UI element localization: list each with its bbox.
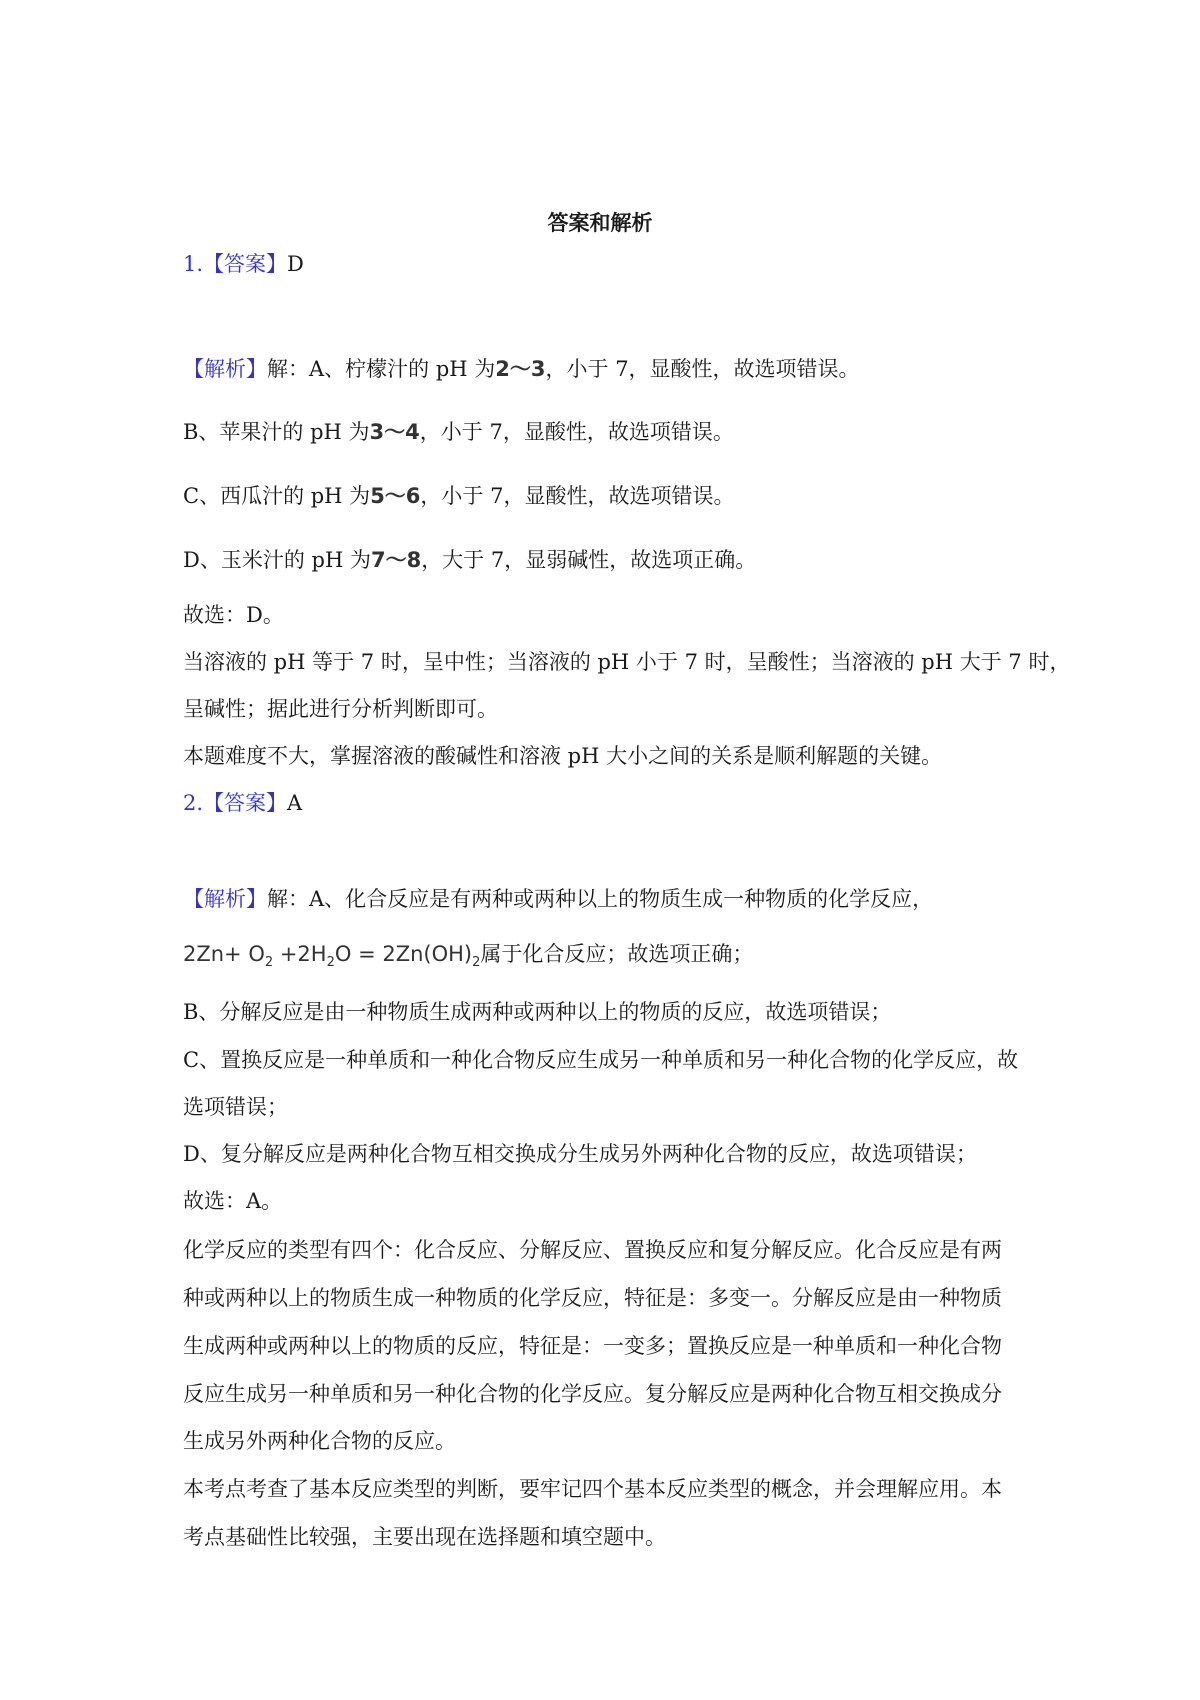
q1-choose: 故选：D。	[183, 603, 284, 627]
q2-explain-line-5: 生成另外两种化合物的反应。	[183, 1429, 456, 1453]
q1-a-post: ，小于 7，显酸性，故选项错误。	[545, 357, 860, 381]
formula-sub-3: 2	[472, 955, 481, 971]
formula-part-1: 2Zn+ O	[183, 942, 265, 966]
q1-c-range: 5～6	[370, 484, 421, 508]
q2-analysis-c-line-2: 选项错误；	[183, 1095, 288, 1119]
q2-formula-post: 属于化合反应；故选项正确；	[480, 942, 754, 966]
q1-comment: 本题难度不大，掌握溶液的酸碱性和溶液 pH 大小之间的关系是顺利解题的关键。	[183, 744, 943, 768]
q1-analysis-b	[183, 422, 1033, 443]
q2-answer-tag: 【答案】	[203, 791, 288, 815]
q1-d-range: 7～8	[370, 548, 422, 572]
q1-answer-line	[183, 254, 1033, 275]
q2-comment-line-1: 本考点考查了基本反应类型的判断，要牢记四个基本反应类型的概念，并会理解应用。本	[183, 1477, 1002, 1501]
q2-number: 2.	[183, 791, 204, 815]
formula-sub-2: 2	[326, 955, 335, 971]
q1-a-pre: 解：A、柠檬汁的 pH 为	[267, 357, 496, 381]
q2-explain-line-1: 化学反应的类型有四个：化合反应、分解反应、置换反应和复分解反应。化合反应是有两	[183, 1238, 1002, 1262]
q1-c-pre: C、西瓜汁的 pH 为	[183, 484, 371, 508]
page-title: 答案和解析	[547, 210, 653, 235]
q2-explain-line-2: 种或两种以上的物质生成一种物质的化学反应，特征是：多变一。分解反应是由一种物质	[183, 1286, 1002, 1310]
q1-answer-tag: 【答案】	[203, 252, 288, 276]
q2-comment-line-2: 考点基础性比较强，主要出现在选择题和填空题中。	[183, 1525, 666, 1549]
q1-analysis-a	[183, 359, 1033, 380]
q2-a-line: 解：A、化合反应是有两种或两种以上的物质生成一种物质的化学反应，	[267, 887, 934, 911]
q1-c-post: ，小于 7，显酸性，故选项错误。	[420, 484, 735, 508]
q1-a-range: 2～3	[495, 357, 546, 381]
q2-explain-line-4: 反应生成另一种单质和另一种化合物的化学反应。复分解反应是两种化合物互相交换成分	[183, 1382, 1002, 1406]
q1-explain-line-1: 当溶液的 pH 等于 7 时，呈中性；当溶液的 pH 小于 7 时，呈酸性；当溶液的 pH 大于 7 时，	[183, 650, 1071, 674]
reaction-formula	[183, 942, 481, 971]
q1-b-post: ，小于 7，显酸性，故选项错误。	[419, 420, 734, 444]
q2-formula-line	[183, 944, 1033, 969]
q1-analysis-tag: 【解析】	[183, 357, 267, 381]
q2-analysis-d: D、复分解反应是两种化合物互相交换成分生成另外两种化合物的反应，故选项错误；	[183, 1142, 977, 1166]
q1-analysis-c	[183, 486, 1033, 507]
q2-analysis-a	[183, 889, 1033, 910]
formula-part-3: O = 2Zn(OH)	[334, 942, 473, 966]
q1-b-range: 3～4	[369, 420, 420, 444]
q2-analysis-b: B、分解反应是由一种物质生成两种或两种以上的物质的反应，故选项错误；	[183, 1000, 892, 1024]
q2-answer-value: A	[287, 791, 303, 815]
q2-choose: 故选：A。	[183, 1189, 283, 1213]
formula-part-2: +2H	[273, 942, 327, 966]
q1-d-post: ，大于 7，显弱碱性，故选项正确。	[421, 548, 757, 572]
q1-answer-value: D	[287, 252, 304, 276]
q2-analysis-c-line-1: C、置换反应是一种单质和一种化合物反应生成另一种单质和另一种化合物的化学反应，故	[183, 1048, 1019, 1072]
q2-explain-line-3: 生成两种或两种以上的物质的反应，特征是：一变多；置换反应是一种单质和一种化合物	[183, 1334, 1002, 1358]
q1-b-pre: B、苹果汁的 pH 为	[183, 420, 370, 444]
q1-d-pre: D、玉米汁的 pH 为	[183, 548, 371, 572]
formula-sub-1: 2	[264, 955, 274, 971]
q2-answer-line	[183, 793, 1033, 814]
q2-analysis-tag: 【解析】	[183, 887, 267, 911]
q1-analysis-d	[183, 550, 1033, 571]
q1-explain-line-2: 呈碱性；据此进行分析判断即可。	[183, 697, 498, 721]
q1-number: 1.	[183, 252, 204, 276]
